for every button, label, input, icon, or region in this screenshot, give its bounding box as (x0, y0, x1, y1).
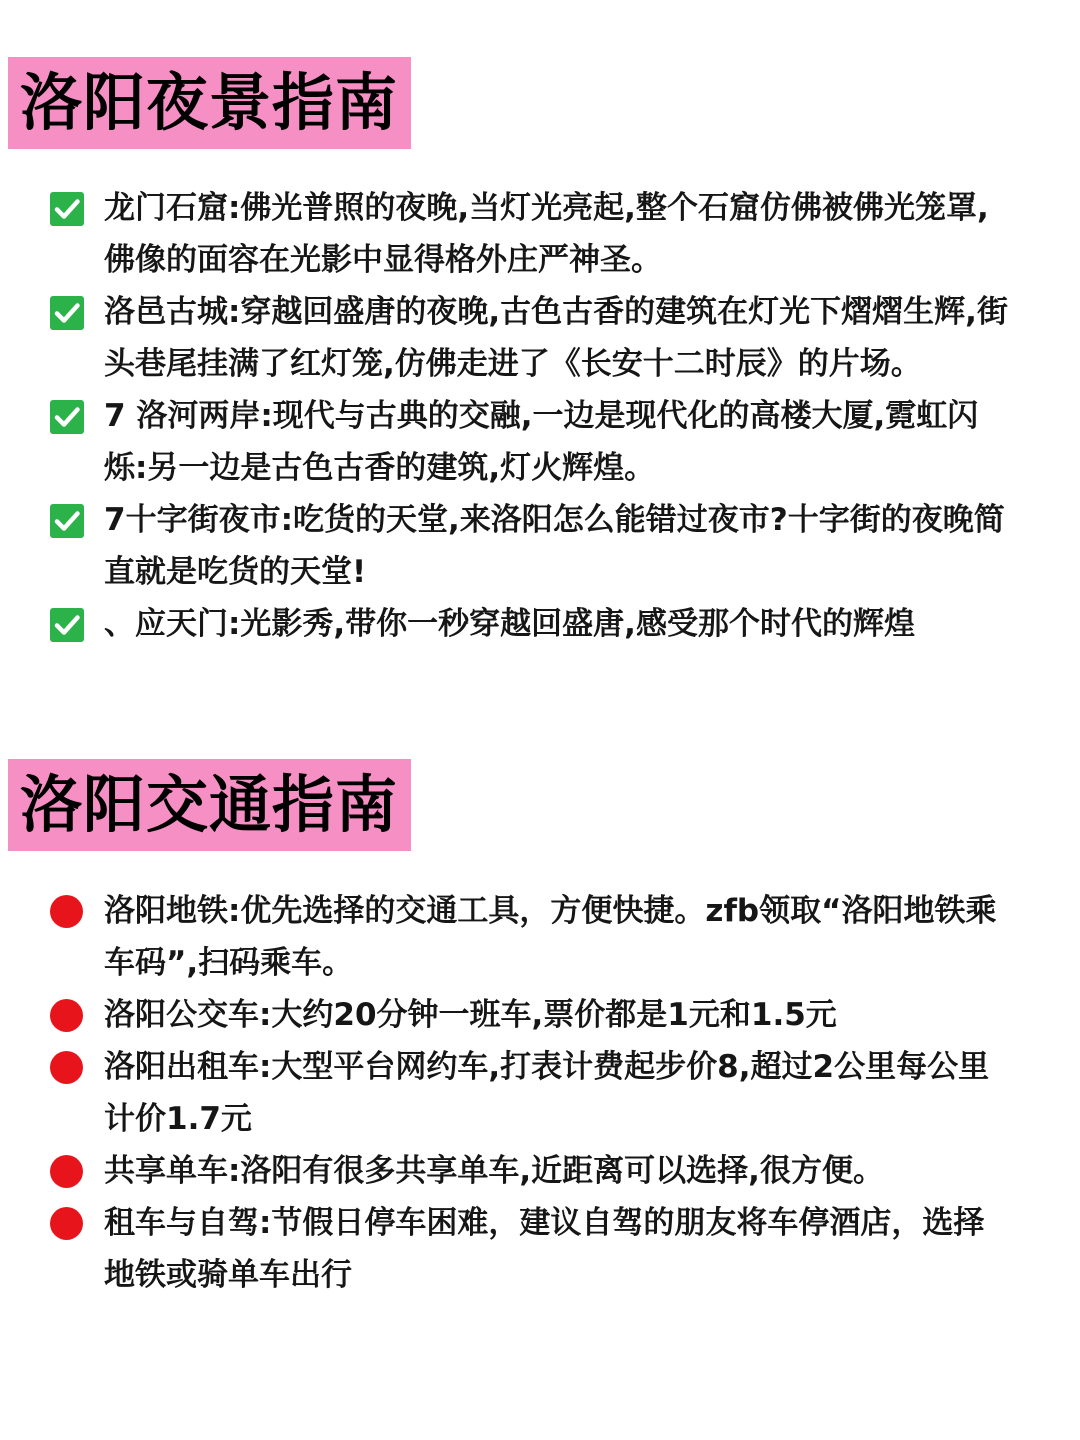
night-item-text: 洛邑古城:穿越回盛唐的夜晚,古色古香的建筑在灯光下熠熠生辉,街头巷尾挂满了红灯笼,仿佛走进了《长安十二时辰》的片场。 (104, 294, 1008, 382)
traffic-item-text: 租车与自驾:节假日停车困难，建议自驾的朋友将车停酒店，选择地铁或骑单车出行 (104, 1205, 985, 1293)
check-box-icon (50, 296, 84, 330)
list-item (0, 598, 1080, 650)
list-item (0, 885, 1080, 989)
night-guide-title-text: 洛阳夜景指南 (20, 66, 399, 139)
check-box-icon (50, 608, 84, 642)
red-dot-icon (50, 895, 83, 928)
night-item-text: 龙门石窟:佛光普照的夜晚,当灯光亮起,整个石窟仿佛被佛光笼罩,佛像的面容在光影中显得格外庄严神圣。 (104, 190, 989, 278)
traffic-item-text: 共享单车:洛阳有很多共享单车,近距离可以选择,很方便。 (104, 1153, 884, 1189)
traffic-guide-list (0, 885, 1080, 1301)
night-item-text: 7 洛河两岸:现代与古典的交融,一边是现代化的高楼大厦,霓虹闪烁:另一边是古色古香的建筑,灯火辉煌。 (104, 398, 979, 486)
night-item-text: 、应天门:光影秀,带你一秒穿越回盛唐,感受那个时代的辉煌 (104, 606, 915, 642)
traffic-guide-title-text: 洛阳交通指南 (20, 768, 399, 841)
red-dot-icon (50, 999, 83, 1032)
list-item (0, 989, 1080, 1041)
list-item (0, 182, 1080, 286)
list-item (0, 390, 1080, 494)
check-box-icon (50, 504, 84, 538)
list-item (0, 494, 1080, 598)
traffic-guide-title (8, 759, 411, 851)
night-guide-title (8, 57, 411, 149)
list-item (0, 286, 1080, 390)
night-item-text: 7十字街夜市:吃货的天堂,来洛阳怎么能错过夜市?十字街的夜晚简直就是吃货的天堂! (104, 502, 1005, 590)
check-box-icon (50, 400, 84, 434)
traffic-item-text: 洛阳地铁:优先选择的交通工具，方便快捷。zfb领取“洛阳地铁乘车码”,扫码乘车。 (104, 893, 997, 981)
night-guide-list (0, 182, 1080, 650)
red-dot-icon (50, 1051, 83, 1084)
traffic-item-text: 洛阳出租车:大型平台网约车,打表计费起步价8,超过2公里每公里计价1.7元 (104, 1049, 990, 1137)
list-item (0, 1197, 1080, 1301)
red-dot-icon (50, 1155, 83, 1188)
red-dot-icon (50, 1207, 83, 1240)
traffic-item-text: 洛阳公交车:大约20分钟一班车,票价都是1元和1.5元 (104, 997, 837, 1033)
list-item (0, 1041, 1080, 1145)
check-box-icon (50, 192, 84, 226)
list-item (0, 1145, 1080, 1197)
